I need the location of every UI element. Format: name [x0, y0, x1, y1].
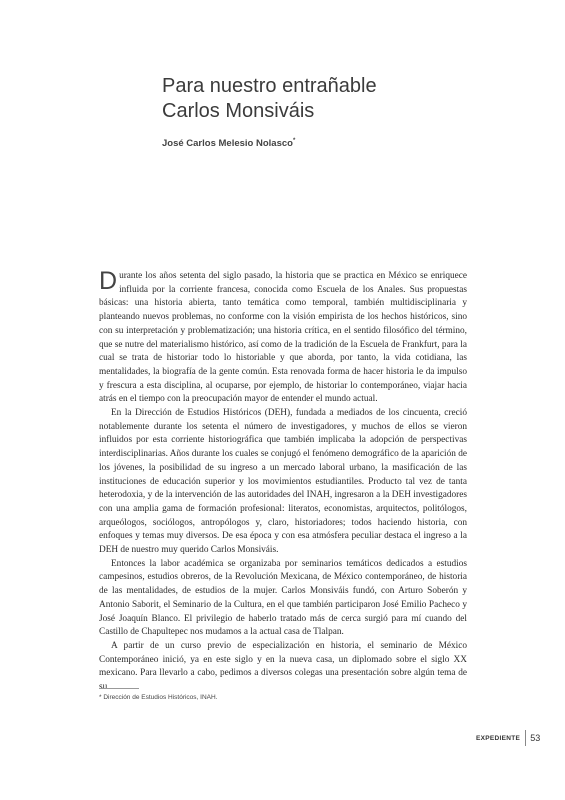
page-footer	[476, 730, 540, 746]
footer-divider	[525, 730, 526, 746]
paragraph-2: En la Dirección de Estudios Históricos (DEH), fundada a mediados de los cincuenta, creció notablemente durante los setenta el número de investigadores, y muchos de ellos se vieron influidos por esta corriente historiográfica que también implicaba la adopción de perspectivas interdisciplinarias. Años durante los cuales se conjugó el fenómeno demográfico de la aparición de los jóvenes, la posibilidad de su ingreso a un mercado laboral urbano, la masificación de las instituciones de educación superior y los movimientos estudiantiles. Producto tal vez de tanta heterodoxia, y de la intervención de las autoridades del INAH, ingresaron a la DEH investigadores con una amplia gama de formación profesional: literatos, economistas, arquitectos, politólogos, arqueólogos, sociólogos, antropólogos y, claro, historiadores; todos haciendo historia, con enfoques y temas muy diversos. De esa época y con esa atmósfera peculiar destaca el ingreso a la DEH de nuestro muy querido Carlos Monsiváis.	[99, 408, 467, 556]
title-line-2: Carlos Monsiváis	[162, 100, 315, 122]
title-line-1: Para nuestro entrañable	[162, 75, 377, 97]
paragraph-1	[99, 267, 467, 407]
paragraph-1-text: urante los años setenta del siglo pasado, la historia que se practica en México se enriquece influida por la corriente francesa, conocida como Escuela de los Anales. Sus propuestas básicas: una historia abierta, tanto temática como temporal, también multidisciplinaria y planteando nuevos problemas, no conforme con la visión empirista de los hechos históricos, sino con su interpretación y problematización; una historia crítica, en el sentido filosófico del término, que se nutre del materialismo histórico, así como de la tradición de la Escuela de Frankfurt, para la cual se trata de historiar todo lo historiable y que aborda, por tanto, la vida cotidiana, las mentalidades, la biografía de la gente común. Esta renovada forma de hacer historia le da impulso y frescura a esta disciplina, al ocuparse, por ejemplo, de historiar lo contemporáneo, viajar hacia atrás en el tiempo con la preocupación mayor de entender el mundo actual.	[99, 271, 467, 405]
page-number: 53	[530, 733, 541, 743]
footnote: * Dirección de Estudios Históricos, INAH.	[99, 694, 218, 701]
author-footnote-mark: *	[292, 138, 296, 144]
article-title	[162, 74, 377, 124]
author-byline	[162, 138, 295, 149]
footnote-divider	[99, 688, 139, 689]
paragraph-3: Entonces la labor académica se organizaba por seminarios temáticos dedicados a estudios campesinos, estudios obreros, de la Revolución Mexicana, de México contemporáneo, de historia de las mentalidades, de estudios de la mujer. Carlos Monsiváis fundó, con Arturo Soberón y Antonio Saborit, el Seminario de la Cultura, en el que también participaron José Emilio Pacheco y José Joaquín Blanco. El privilegio de haberlo tratado más de cerca surgió para mí cuando del Castillo de Chapultepec nos mudamos a la actual casa de Tlalpan.	[99, 558, 467, 638]
article-body	[99, 267, 467, 695]
paragraph-4: A partir de un curso previo de especialización en historia, el seminario de México Contemporáneo inició, ya en este siglo y en la nueva casa, un diplomado sobre el siglo XX mexicano. Para llevarlo a cabo, pedimos a diversos colegas una presentación sobre algún tema de su	[99, 640, 467, 693]
section-label: EXPEDIENTE	[476, 734, 521, 742]
author-name: José Carlos Melesio Nolasco	[162, 138, 293, 150]
drop-cap: D	[99, 267, 118, 295]
